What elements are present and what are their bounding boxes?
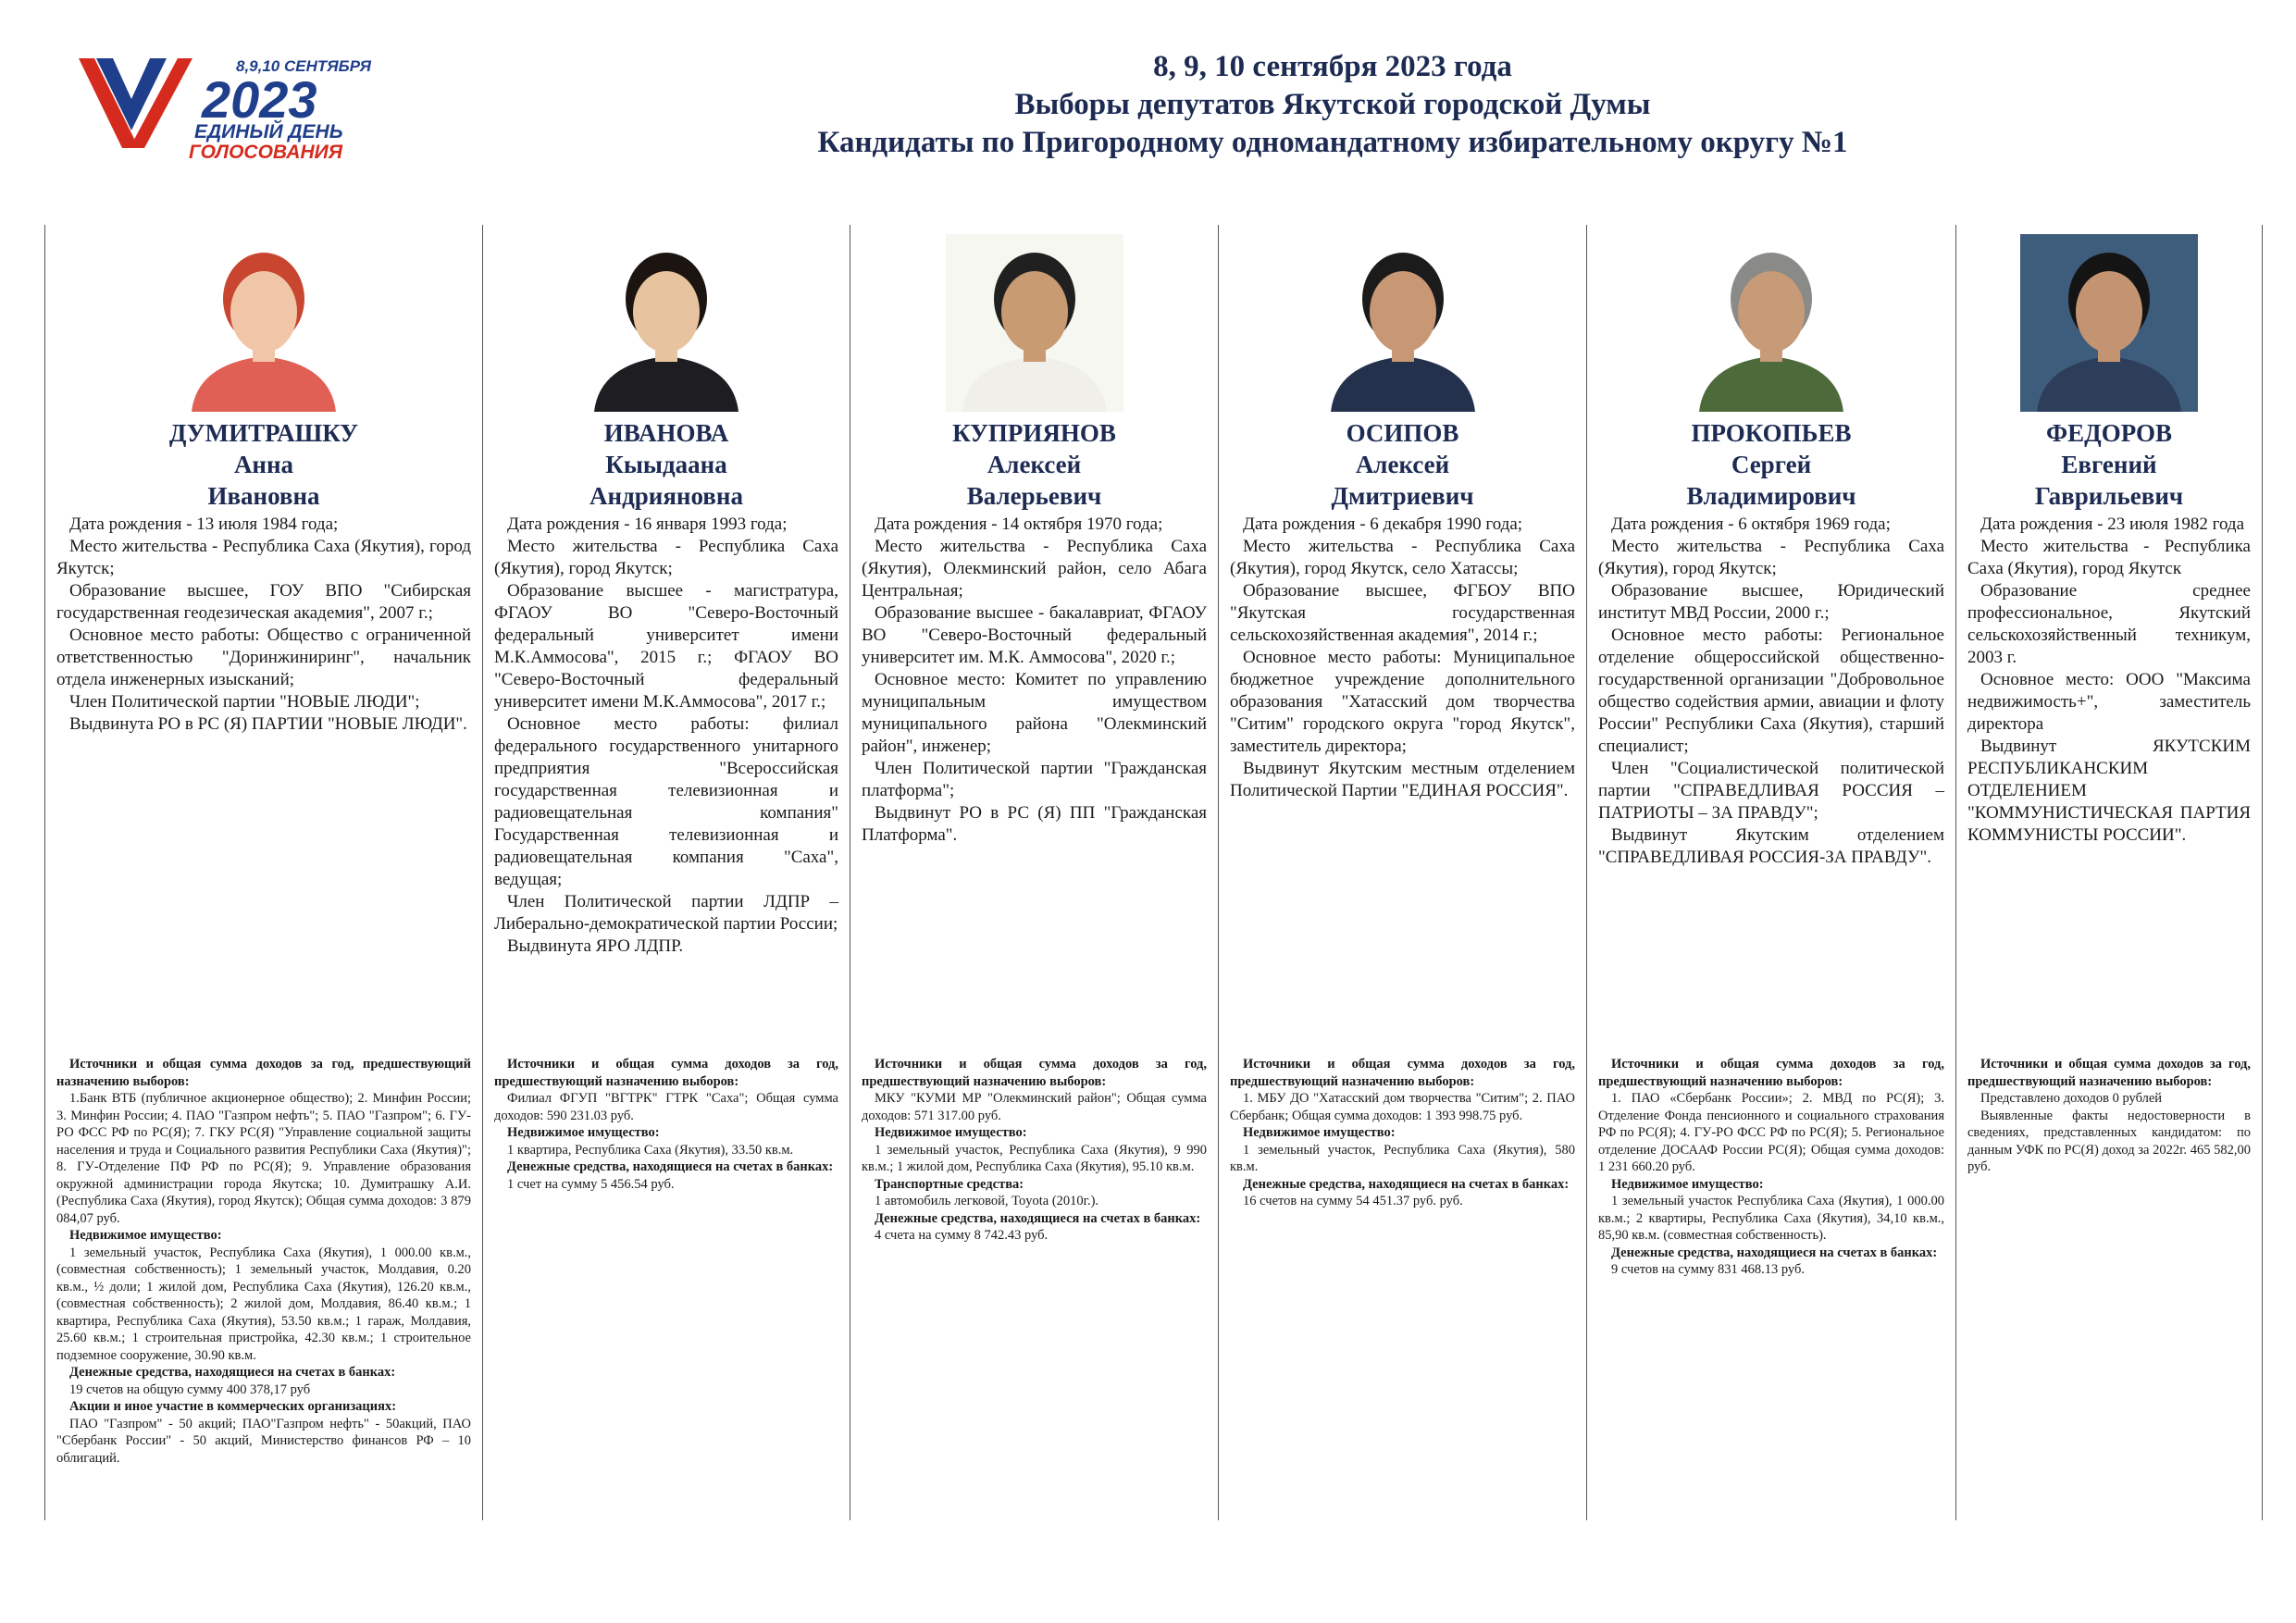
income-text: 1.Банк ВТБ (публичное акционерное общество); 2. Минфин России; 3. Минфин России; 4. ПАО "Газпром нефть"; 5. ПАО "Газпром"; 6. ГУ-РО ФСС РФ по РС(Я); 7. ГКУ РС(Я) "Управление социальной защиты населения и труда и Социального развития Республики Саха (Якутия)"; 8. ГУ-Отделение ПФ РФ по РС(Я); 9. Управление образования окружной администрации города Якутска; 10. Думитрашку А.И. (Республика Саха (Якутия), город Якутск); Общая сумма доходов: 3 879 084,07 руб. (56, 1091, 471, 1226)
bio-line: Дата рождения - 23 июля 1982 года (1980, 514, 2245, 534)
bio-line: Образование среднее профессиональное, Якутский сельскохозяйственный техникум, 2003 г. (1967, 581, 2251, 667)
bio-line: Член Политической партии "НОВЫЕ ЛЮДИ"; (69, 692, 420, 712)
candidate-patronymic: Ивановна (207, 482, 320, 510)
candidate-bio (862, 514, 1207, 847)
bio-line: Место жительства - Республика Саха (Якутия), город Якутск; (1598, 537, 1944, 578)
income-text: Филиал ФГУП "ВГТРК" ГТРК "Саха"; Общая сумма доходов: 590 231.03 руб. (494, 1091, 838, 1123)
bio-line: Дата рождения - 13 июля 1984 года; (69, 514, 339, 534)
income-text: 16 счетов на сумму 54 451.37 руб. руб. (1243, 1194, 1463, 1208)
income-text: Выявленные факты недостоверности в сведениях, представленных кандидатом: по данным УФК по РС(Я) доход за 2022г. 465 582,00 руб. (1967, 1108, 2251, 1174)
candidate-column (44, 225, 482, 1520)
candidate-patronymic: Владимирович (1686, 482, 1856, 510)
income-text: 4 счета на сумму 8 742.43 руб. (875, 1228, 1049, 1243)
candidate-surname: ДУМИТРАШКУ (168, 419, 359, 447)
election-date: 8, 9, 10 сентября 2023 года (1153, 50, 1512, 83)
bio-line: Место жительства - Республика Саха (Якутия), город Якутск; (494, 537, 838, 578)
income-section (1598, 1056, 1944, 1279)
candidate-patronymic: Валерьевич (966, 482, 1102, 510)
bio-line: Выдвинута ЯРО ЛДПР. (507, 936, 684, 956)
bio-line: Место жительства - Республика Саха (Якутия), город Якутск, село Хатассы; (1230, 537, 1575, 578)
income-heading: Денежные средства, находящиеся на счетах в банках: (1611, 1245, 1938, 1260)
bio-line: Член Политической партии "Гражданская платформа"; (862, 759, 1207, 800)
bio-line: Основное место работы: филиал федерального государственного унитарного предприятия "Всероссийская государственная телевизионная и радиовещательная компания" Государственная телевизионная и радиовещательная компания "Саха", ведущая; (494, 714, 838, 889)
income-section (494, 1056, 838, 1193)
income-text: 1. ПАО «Сбербанк России»; 2. МВД по РС(Я); 3. Отделение Фонда пенсионного и социального страхования РФ по РС(Я); 4. ГУ-РО ФСС РФ по РС(Я); 5. Региональное отделение ДОСААФ России РС(Я); Общая сумма доходов: 1 231 660.20 руб. (1598, 1091, 1944, 1174)
candidate-column (482, 225, 850, 1520)
bio-line: Основное место работы: Муниципальное бюджетное учреждение дополнительного образования "Хатасский дом творчества "Ситим" городского округа "город Якутск", заместитель директора; (1230, 648, 1575, 756)
bio-line: Член Политической партии ЛДПР – Либерально-демократической партии России; (494, 892, 838, 934)
bio-line: Место жительства - Республика Саха (Якутия), Олекминский район, село Абага Центральная; (862, 537, 1207, 601)
income-heading: Источники и общая сумма доходов за год, предшествующий назначению выборов: (56, 1057, 471, 1089)
income-heading: Транспортные средства: (875, 1176, 1024, 1192)
income-text: 19 счетов на общую сумму 400 378,17 руб (69, 1381, 311, 1397)
candidate-patronymic: Дмитриевич (1331, 482, 1474, 510)
election-logo (74, 51, 407, 162)
income-heading: Недвижимое имущество: (69, 1228, 222, 1243)
candidate-bio (1598, 514, 1944, 869)
income-heading: Источники и общая сумма доходов за год, предшествующий назначению выборов: (1598, 1057, 1944, 1089)
candidate-first-name: Анна (233, 451, 294, 478)
candidate-surname: КУПРИЯНОВ (952, 419, 1116, 447)
logo-date: 8,9,10 СЕНТЯБРЯ (236, 57, 372, 75)
candidate-first-name: Евгений (2061, 451, 2157, 478)
candidate-photo (577, 234, 755, 412)
candidate-patronymic: Андрияновна (590, 482, 743, 510)
income-heading: Недвижимое имущество: (1243, 1125, 1396, 1140)
income-heading: Денежные средства, находящиеся на счетах в банках: (507, 1159, 834, 1174)
income-section (1967, 1056, 2251, 1176)
candidate-surname: ПРОКОПЬЕВ (1691, 419, 1852, 447)
income-heading: Денежные средства, находящиеся на счетах в банках: (875, 1210, 1201, 1226)
bio-line: Основное место работы: Общество с ограниченной ответственностью "Доринжиниринг", начальник отдела инженерных изысканий; (56, 626, 471, 689)
income-text: 1 счет на сумму 5 456.54 руб. (507, 1176, 675, 1192)
candidate-bio (1967, 514, 2251, 847)
bio-line: Выдвинут Якутским отделением "СПРАВЕДЛИВАЯ РОССИЯ-ЗА ПРАВДУ". (1598, 825, 1944, 867)
candidate-photo (1682, 234, 1860, 412)
bio-line: Дата рождения - 6 октября 1969 года; (1611, 514, 1891, 534)
income-text: 1 автомобиль легковой, Toyota (2010г.). (875, 1194, 1099, 1208)
income-text: 1 земельный участок, Республика Саха (Якутия), 580 кв.м. (1230, 1142, 1575, 1174)
income-text: 9 счетов на сумму 831 468.13 руб. (1611, 1262, 1805, 1277)
candidate-first-name: Сергей (1731, 451, 1812, 478)
income-heading: Источники и общая сумма доходов за год, предшествующий назначению выборов: (862, 1057, 1207, 1089)
candidate-bio (1230, 514, 1575, 802)
bio-line: Член "Социалистической политической партии "СПРАВЕДЛИВАЯ РОССИЯ – ПАТРИОТЫ – ЗА ПРАВДУ"; (1598, 759, 1944, 823)
candidate-photo (175, 234, 353, 412)
candidate-bio (56, 514, 471, 736)
income-text: ПАО "Газпром" - 50 акций; ПАО"Газпром нефть" - 50акций, ПАО "Сбербанк России" - 50 акций, Министерство финансов РФ – 10 облигаций. (56, 1416, 471, 1466)
bio-line: Основное место работы: Региональное отделение общероссийской общественно-государственной организации "Добровольное общество содействия армии, авиации и флоту России" Республики Саха (Якутия), старший специалист; (1598, 626, 1944, 756)
page-header (574, 48, 2091, 162)
candidate-column (1955, 225, 2263, 1520)
income-text: 1 земельный участок Республика Саха (Якутия), 1 000.00 кв.м.; 2 квартиры, Республика Саха (Якутия), 34,10 кв.м., 85,90 кв.м. (совместная собственность). (1598, 1194, 1944, 1243)
income-heading: Источники и общая сумма доходов за год, предшествующий назначению выборов: (494, 1057, 838, 1089)
candidate-column (1218, 225, 1586, 1520)
income-text: 1. МБУ ДО "Хатасский дом творчества "Ситим"; 2. ПАО Сбербанк; Общая сумма доходов: 1 393 998.75 руб. (1230, 1091, 1575, 1123)
logo-line2: ГОЛОСОВАНИЯ (189, 142, 343, 162)
bio-line: Дата рождения - 16 января 1993 года; (507, 514, 788, 534)
income-heading: Денежные средства, находящиеся на счетах в банках: (1243, 1176, 1570, 1192)
income-section (1230, 1056, 1575, 1210)
bio-line: Образование высшее - магистратура, ФГАОУ ВО "Северо-Восточный федеральный университет имени М.К.Аммосова", 2015 г.; ФГАОУ ВО "Северо-Восточный федеральный университет имени М.К.Аммосова", 2017 г.; (494, 581, 838, 712)
bio-line: Выдвинут Якутским местным отделением Политической Партии "ЕДИНАЯ РОССИЯ". (1230, 759, 1575, 800)
income-text: 1 земельный участок, Республика Саха (Якутия), 9 990 кв.м.; 1 жилой дом, Республика Саха (Якутия), 95.10 кв.м. (862, 1142, 1207, 1174)
income-heading: Недвижимое имущество: (507, 1125, 660, 1140)
income-section (56, 1056, 471, 1467)
candidate-first-name: Алексей (1355, 451, 1450, 478)
candidate-surname: ИВАНОВА (603, 419, 729, 447)
candidate-columns (44, 225, 2263, 1520)
bio-line: Выдвинут РО в РС (Я) ПП "Гражданская Платформа". (862, 803, 1207, 845)
candidate-surname: ФЕДОРОВ (2045, 419, 2173, 447)
bio-line: Образование высшее - бакалавриат, ФГАОУ ВО "Северо-Восточный федеральный университет им. М.К. Аммосова", 2020 г.; (862, 603, 1207, 667)
income-heading: Недвижимое имущество: (875, 1125, 1027, 1140)
logo-year: 2023 (202, 70, 317, 129)
income-heading: Недвижимое имущество: (1611, 1176, 1764, 1192)
candidate-surname: ОСИПОВ (1346, 419, 1459, 447)
candidate-column (850, 225, 1218, 1520)
bio-line: Место жительства - Республика Саха (Якутия), город Якутск (1967, 537, 2251, 578)
income-text: МКУ "КУМИ МР "Олекминский район"; Общая сумма доходов: 571 317.00 руб. (862, 1091, 1207, 1123)
bio-line: Дата рождения - 6 декабря 1990 года; (1243, 514, 1523, 534)
bio-line: Место жительства - Республика Саха (Якутия), город Якутск; (56, 537, 471, 578)
income-heading: Акции и иное участие в коммерческих организациях: (69, 1399, 397, 1414)
candidate-photo (2020, 234, 2198, 412)
candidate-photo (1314, 234, 1492, 412)
district-title: Кандидаты по Пригородному одномандатному избирательному округу №1 (817, 126, 1848, 159)
income-text: 1 земельный участок, Республика Саха (Якутия), 1 000.00 кв.м., (совместная собственность); 1 земельный участок, Молдавия, 0.20 кв.м., ½ доли; 1 жилой дом, Республика Саха (Якутия), 126.20 кв.м., (совместная собственность); 2 жилой дом, Молдавия, 86.40 кв.м.; 1 квартира, Республика Саха (Якутия), 53.50 кв.м.; 1 гараж, Молдавия, 25.60 кв.м.; 1 строительная пристройка, 42.30 кв.м.; 1 строительное подземное сооружение, 30.90 кв.м. (56, 1245, 471, 1363)
bio-line: Основное место: ООО "Максима недвижимость+", заместитель директора (1967, 670, 2251, 734)
income-heading: Источники и общая сумма доходов за год, предшествующий назначению выборов: (1967, 1057, 2251, 1089)
candidate-first-name: Алексей (987, 451, 1082, 478)
candidate-first-name: Кыыдаана (605, 451, 727, 478)
income-heading: Источники и общая сумма доходов за год, предшествующий назначению выборов: (1230, 1057, 1575, 1089)
bio-line: Образование высшее, ФГБОУ ВПО "Якутская государственная сельскохозяйственная академия", 2014 г.; (1230, 581, 1575, 645)
income-text: 1 квартира, Республика Саха (Якутия), 33.50 кв.м. (507, 1142, 794, 1158)
candidate-column (1586, 225, 1955, 1520)
bio-line: Выдвинута РО в РС (Я) ПАРТИИ "НОВЫЕ ЛЮДИ". (69, 714, 467, 734)
candidate-photo (946, 234, 1123, 412)
income-text: Представлено доходов 0 рублей (1980, 1091, 2163, 1106)
bio-line: Образование высшее, Юридический институт МВД России, 2000 г.; (1598, 581, 1944, 623)
bio-line: Дата рождения - 14 октября 1970 года; (875, 514, 1163, 534)
election-title: Выборы депутатов Якутской городской Думы (1014, 88, 1651, 121)
logo-line1: ЕДИНЫЙ ДЕНЬ (194, 121, 343, 142)
candidate-bio (494, 514, 838, 958)
bio-line: Выдвинут ЯКУТСКИМ РЕСПУБЛИКАНСКИМ ОТДЕЛЕНИЕМ "КОММУНИСТИЧЕСКАЯ ПАРТИЯ КОММУНИСТЫ РОССИИ". (1967, 737, 2251, 845)
income-section (862, 1056, 1207, 1245)
bio-line: Основное место: Комитет по управлению муниципальным имуществом муниципального района "Олекминский район", инженер; (862, 670, 1207, 756)
candidate-patronymic: Гаврильевич (2034, 482, 2184, 510)
income-heading: Денежные средства, находящиеся на счетах в банках: (69, 1365, 396, 1380)
bio-line: Образование высшее, ГОУ ВПО "Сибирская государственная геодезическая академия", 2007 г.; (56, 581, 471, 623)
